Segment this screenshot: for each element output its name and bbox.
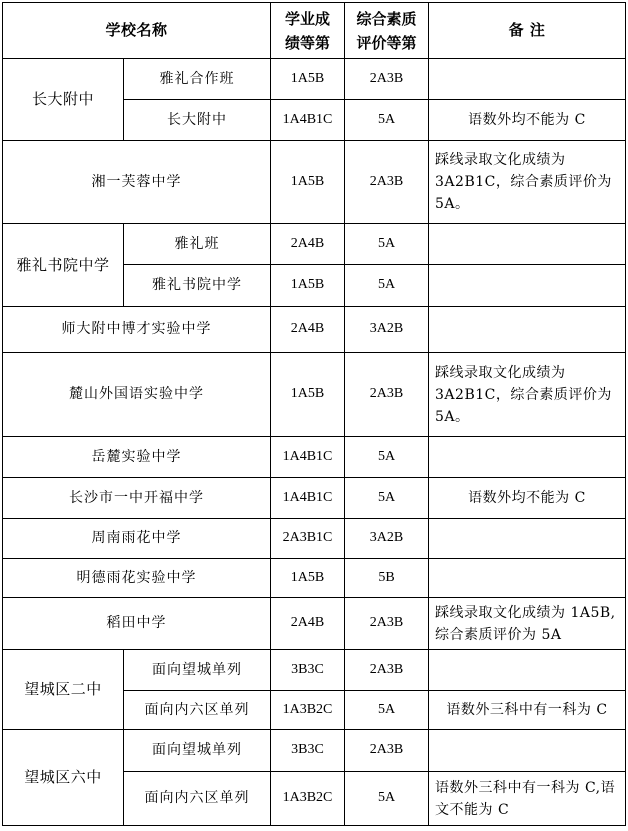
academic-grade: 3B3C (271, 650, 345, 691)
header-quality-line1: 综合素质 (356, 9, 417, 28)
sub-class-name: 面向望城单列 (124, 650, 271, 691)
quality-grade: 3A2B (345, 307, 429, 353)
school-name: 周南雨花中学 (3, 519, 271, 559)
remark-cell (429, 519, 626, 559)
academic-grade: 1A4B1C (271, 100, 345, 141)
remark-cell: 踩线录取文化成绩为 1A5B,综合素质评价为 5A (429, 598, 626, 650)
table-row (3, 437, 626, 478)
academic-grade: 1A5B (271, 141, 345, 224)
school-name: 明德雨花实验中学 (3, 559, 271, 598)
sub-class-name: 面向内六区单列 (124, 772, 271, 826)
remark-cell: 语数外均不能为 C (429, 100, 626, 141)
school-name: 麓山外国语实验中学 (3, 353, 271, 437)
academic-grade: 1A4B1C (271, 478, 345, 519)
school-name: 长沙市一中开福中学 (3, 478, 271, 519)
remark-cell: 语数外三科中有一科为 C,语文不能为 C (429, 772, 626, 826)
sub-class-name: 长大附中 (124, 100, 271, 141)
quality-grade: 5B (345, 559, 429, 598)
header-academic-line2: 绩等第 (285, 33, 331, 52)
quality-grade: 5A (345, 100, 429, 141)
header-quality (345, 3, 429, 59)
sub-class-name: 雅礼书院中学 (124, 265, 271, 307)
remark-cell (429, 307, 626, 353)
quality-grade: 2A3B (345, 353, 429, 437)
academic-grade: 1A4B1C (271, 437, 345, 478)
table-row (3, 224, 626, 265)
academic-grade: 1A5B (271, 559, 345, 598)
quality-grade: 5A (345, 265, 429, 307)
remark-cell (429, 559, 626, 598)
school-group-name: 长大附中 (3, 59, 124, 141)
academic-grade: 2A4B (271, 598, 345, 650)
table-row (3, 307, 626, 353)
quality-grade: 5A (345, 478, 429, 519)
sub-class-name: 雅礼合作班 (124, 59, 271, 100)
quality-grade: 2A3B (345, 59, 429, 100)
academic-grade: 2A4B (271, 224, 345, 265)
academic-grade: 1A5B (271, 265, 345, 307)
table-row (3, 519, 626, 559)
table-row (3, 59, 626, 100)
table-row (3, 353, 626, 437)
remark-cell (429, 59, 626, 100)
header-academic (271, 3, 345, 59)
admission-table (2, 2, 626, 826)
quality-grade: 2A3B (345, 650, 429, 691)
table-row (3, 650, 626, 691)
remark-cell: 语数外均不能为 C (429, 478, 626, 519)
table-row (3, 730, 626, 772)
academic-grade: 1A3B2C (271, 772, 345, 826)
school-name: 湘一芙蓉中学 (3, 141, 271, 224)
school-name: 师大附中博才实验中学 (3, 307, 271, 353)
quality-grade: 5A (345, 691, 429, 730)
quality-grade: 2A3B (345, 730, 429, 772)
academic-grade: 3B3C (271, 730, 345, 772)
sub-class-name: 面向望城单列 (124, 730, 271, 772)
school-name: 稻田中学 (3, 598, 271, 650)
table-row (3, 478, 626, 519)
remark-cell: 踩线录取文化成绩为 3A2B1C，综合素质评价为 5A。 (429, 353, 626, 437)
academic-grade: 1A5B (271, 59, 345, 100)
table-row (3, 559, 626, 598)
school-group-name: 望城区六中 (3, 730, 124, 826)
sub-class-name: 面向内六区单列 (124, 691, 271, 730)
quality-grade: 5A (345, 772, 429, 826)
remark-cell (429, 224, 626, 265)
academic-grade: 1A3B2C (271, 691, 345, 730)
quality-grade: 5A (345, 224, 429, 265)
school-name: 岳麓实验中学 (3, 437, 271, 478)
remark-cell (429, 437, 626, 478)
remark-cell (429, 265, 626, 307)
quality-grade: 5A (345, 437, 429, 478)
academic-grade: 1A5B (271, 353, 345, 437)
remark-cell (429, 730, 626, 772)
remark-cell: 语数外三科中有一科为 C (429, 691, 626, 730)
academic-grade: 2A3B1C (271, 519, 345, 559)
sub-class-name: 雅礼班 (124, 224, 271, 265)
header-remark: 备 注 (429, 3, 626, 59)
header-academic-line1: 学业成 (285, 9, 331, 28)
school-group-name: 望城区二中 (3, 650, 124, 730)
header-quality-line2: 评价等第 (356, 33, 417, 52)
academic-grade: 2A4B (271, 307, 345, 353)
quality-grade: 2A3B (345, 598, 429, 650)
header-row (3, 3, 626, 59)
remark-cell (429, 650, 626, 691)
quality-grade: 3A2B (345, 519, 429, 559)
table-row (3, 141, 626, 224)
header-school: 学校名称 (3, 3, 271, 59)
school-group-name: 雅礼书院中学 (3, 224, 124, 307)
quality-grade: 2A3B (345, 141, 429, 224)
remark-cell: 踩线录取文化成绩为 3A2B1C，综合素质评价为 5A。 (429, 141, 626, 224)
table-row (3, 598, 626, 650)
